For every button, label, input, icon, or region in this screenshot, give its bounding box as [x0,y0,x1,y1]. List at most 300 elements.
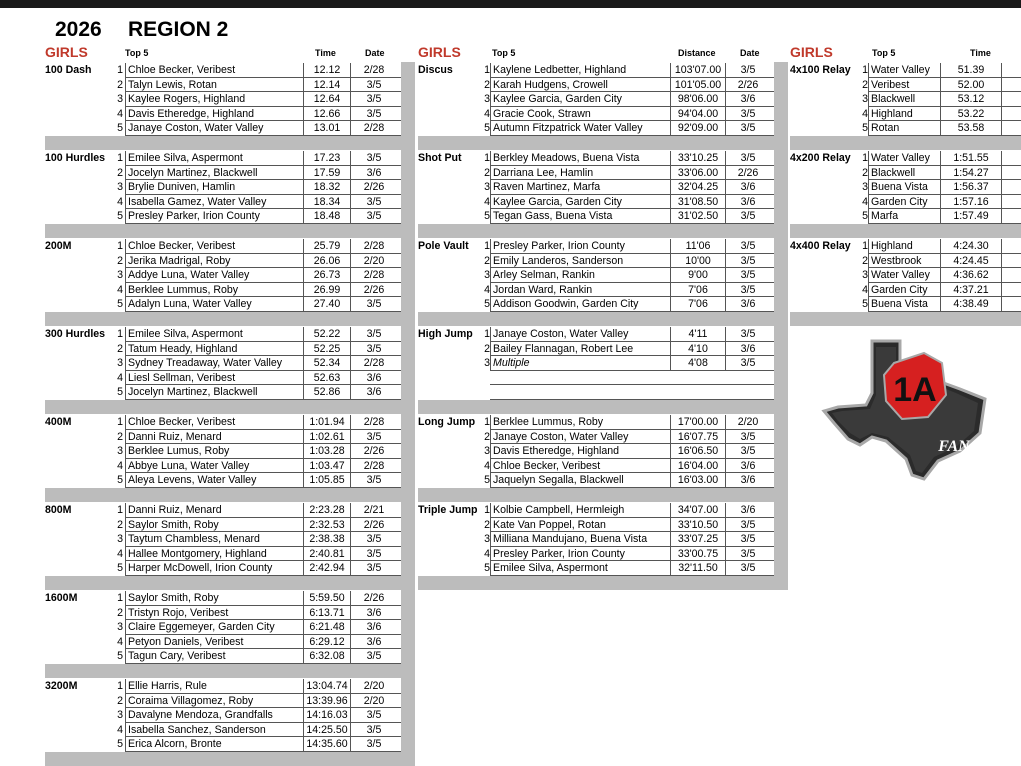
athlete-name: Buena Vista [868,180,967,195]
rank: 5 [117,210,123,223]
mark-value: 16'03.00 [670,473,726,488]
result-row [45,708,415,723]
result-row [418,473,788,488]
date-value: 3/6 [366,621,382,634]
athlete-name: Coraima Villagomez, Roby [125,694,308,709]
mark-value: 4'10 [670,342,726,357]
result-row [45,195,415,210]
section-separator [45,752,415,766]
date-value: 3/5 [740,152,756,164]
mark-value: 12.66 [303,107,351,122]
date-value: 3/5 [366,210,382,223]
result-row [790,297,1021,312]
result-row [45,459,415,474]
mark-value: 12.14 [303,78,351,93]
result-row [418,430,788,445]
event-name: 400M [45,416,72,428]
rank: 2 [117,694,123,707]
result-row [418,78,788,93]
event-name: 200M [45,240,72,252]
date-header: Date [740,48,760,58]
event-name: 100 Hurdles [45,152,106,164]
athlete-name: Water Valley [868,268,967,283]
rank: 2 [484,430,490,443]
result-row [418,151,788,166]
result-row [418,195,788,210]
results-column-1 [45,44,415,766]
mark-value: 52.63 [303,371,351,386]
result-row [45,723,415,738]
athlete-name: Saylor Smith, Roby [125,591,308,606]
mark-value: 5:59.50 [303,591,351,606]
date-value: 2/28 [363,64,385,76]
athlete-name: Kaylee Rogers, Highland [125,92,308,107]
athlete-name: Jordan Ward, Rankin [490,283,673,298]
athlete-name: Milliana Mandujano, Buena Vista [490,532,673,547]
date-value: 2/26 [363,283,385,296]
rank: 2 [862,166,868,179]
rank: 3 [117,93,123,106]
date-value: 3/5 [740,64,756,76]
result-row [45,679,415,694]
date-value: 3/5 [366,723,382,736]
athlete-name: Highland [868,107,967,122]
section-separator [418,136,788,150]
result-row [790,121,1021,136]
result-row [45,547,415,562]
mark-value: 1:03.47 [303,459,351,474]
athlete-name: Brylie Duniven, Hamlin [125,180,308,195]
rank: 1 [484,152,490,164]
event-name: Long Jump [418,416,476,428]
date-value: 3/5 [366,342,382,355]
athlete-name: Emilee Silva, Aspermont [125,151,308,166]
result-row [45,518,415,533]
athlete-name: Jerika Madrigal, Roby [125,254,308,269]
rank: 3 [862,93,868,106]
rank: 4 [117,459,123,472]
athlete-name: Davis Etheredge, Highland [490,444,673,459]
mark-value: 33'07.25 [670,532,726,547]
event-name: High Jump [418,328,473,340]
mark-value: 31'02.50 [670,209,726,224]
rank: 1 [117,240,123,252]
date-value: 3/5 [366,195,382,208]
rank: 3 [117,269,123,282]
mark-value: 1:56.37 [940,180,1002,195]
mark-value: 26.99 [303,283,351,298]
mark-value: 17.23 [303,151,351,166]
date-value: 2/26 [363,445,385,458]
date-value: 3/5 [740,122,756,135]
section-separator [45,312,415,326]
rank: 5 [117,738,123,751]
mark-value: 53.12 [940,92,1002,107]
rank: 5 [117,474,123,487]
athlete-name: Emily Landeros, Sanderson [490,254,673,269]
result-row [45,694,415,709]
date-value: 3/6 [366,386,382,399]
athlete-name: Tegan Gass, Buena Vista [490,209,673,224]
rank: 1 [862,152,868,164]
mark-value: 9'00 [670,268,726,283]
result-row [790,107,1021,122]
event-name: 4x100 Relay [790,64,851,76]
event-name: Pole Vault [418,240,469,252]
rank: 1 [484,328,490,340]
athlete-name: Emilee Silva, Aspermont [125,327,308,342]
rank: 4 [117,371,123,384]
result-row [45,430,415,445]
athlete-name: Janaye Coston, Water Valley [490,327,673,342]
rank: 5 [117,650,123,663]
result-row [418,166,788,181]
result-row [45,591,415,606]
rank: 2 [862,78,868,91]
athlete-name: Kaylene Ledbetter, Highland [490,63,673,78]
result-row [45,78,415,93]
rank: 2 [484,342,490,355]
rank: 2 [117,342,123,355]
rank: 5 [862,298,868,311]
date-value: 3/6 [740,93,756,106]
date-value: 3/5 [740,210,756,223]
athlete-name: Janaye Coston, Water Valley [490,430,673,445]
mark-value: 16'06.50 [670,444,726,459]
mark-value: 26.06 [303,254,351,269]
result-row [418,371,788,386]
result-row [418,385,788,400]
result-row [418,283,788,298]
result-row [418,342,788,357]
rank: 1 [117,504,123,516]
section-separator [418,400,788,414]
date-value: 3/5 [366,533,382,546]
event-block [45,150,415,238]
mark-value: 17'00.00 [670,415,726,430]
mark-value: 52.25 [303,342,351,357]
rank: 1 [862,240,868,252]
athlete-name: Kaylee Garcia, Garden City [490,92,673,107]
rank: 5 [117,122,123,135]
result-row [45,166,415,181]
athlete-name: Marfa [868,209,967,224]
mark-value: 4:36.62 [940,268,1002,283]
result-row [418,503,788,518]
rank: 1 [117,592,123,604]
result-row [45,635,415,650]
result-row [45,415,415,430]
athlete-name: Garden City [868,195,967,210]
rank: 1 [484,64,490,76]
date-value: 3/6 [740,474,756,487]
rank: 5 [117,298,123,311]
athlete-name: Kate Van Poppel, Rotan [490,518,673,533]
date-value: 2/26 [363,518,385,531]
event-block [418,238,788,326]
mark-value: 4'08 [670,356,726,371]
date-value: 3/5 [366,298,382,311]
result-row [45,473,415,488]
result-row [418,356,788,371]
rank: 2 [117,518,123,531]
date-value: 3/6 [366,635,382,648]
athlete-name: Autumn Fitzpatrick Water Valley [490,121,673,136]
event-block [45,590,415,678]
rank: 1 [484,240,490,252]
result-row [418,92,788,107]
mark-value: 11'06 [670,239,726,254]
event-block [418,326,788,414]
rank: 3 [862,181,868,194]
rank: 5 [484,210,490,223]
result-row [45,254,415,269]
section-separator [45,576,415,590]
result-row [45,268,415,283]
rank: 5 [862,122,868,135]
date-value: 2/28 [363,122,385,135]
rank: 1 [484,416,490,428]
page-year: 2026 [55,18,102,41]
mark-value: 1:01.94 [303,415,351,430]
result-row [45,180,415,195]
athlete-name: Arley Selman, Rankin [490,268,673,283]
rank: 2 [117,78,123,91]
result-row [790,92,1021,107]
athlete-name: Hallee Montgomery, Highland [125,547,308,562]
mark-value: 7'06 [670,297,726,312]
result-row [790,209,1021,224]
event-name: Shot Put [418,152,462,164]
date-value: 2/28 [363,357,385,370]
athlete-name: Chloe Becker, Veribest [490,459,673,474]
date-value: 3/5 [740,533,756,546]
athlete-name: Petyon Daniels, Veribest [125,635,308,650]
column-shade [401,62,415,766]
mark-value: 10'00 [670,254,726,269]
section-separator [790,224,1021,238]
rank: 2 [117,606,123,619]
mark-value: 12.12 [303,63,351,78]
date-value: 3/5 [740,518,756,531]
event-name: 300 Hurdles [45,328,106,340]
athlete-name: Saylor Smith, Roby [125,518,308,533]
column-header [45,44,415,62]
date-value: 3/6 [740,181,756,194]
mark-value: 2:42.94 [303,561,351,576]
mark-value: 52.86 [303,385,351,400]
mark-value: 6:29.12 [303,635,351,650]
result-row [418,459,788,474]
mark-value: 101'05.00 [670,78,726,93]
athlete-name: Tristyn Rojo, Veribest [125,606,308,621]
result-row [790,239,1021,254]
mark-value: 52.22 [303,327,351,342]
event-block [418,62,788,150]
rank: 3 [117,533,123,546]
result-row [418,121,788,136]
mark-value: 6:21.48 [303,620,351,635]
rank: 2 [862,254,868,267]
column-header [790,44,1021,62]
date-value: 3/6 [366,166,382,179]
date-value: 2/28 [363,459,385,472]
athlete-name: Addison Goodwin, Garden City [490,297,673,312]
athlete-name: Water Valley [868,151,967,166]
mark-value: 52.34 [303,356,351,371]
result-row [418,63,788,78]
event-block [45,502,415,590]
athlete-name: Sydney Treadaway, Water Valley [125,356,308,371]
event-block [418,502,788,590]
mark-value: 18.34 [303,195,351,210]
rank: 5 [117,562,123,575]
column-header [418,44,788,62]
result-row [45,356,415,371]
athlete-name: Talyn Lewis, Rotan [125,78,308,93]
rank: 5 [484,122,490,135]
rank: 5 [117,386,123,399]
mark-value: 32'11.50 [670,561,726,576]
date-value: 3/6 [740,342,756,355]
result-row [790,180,1021,195]
result-row [790,268,1021,283]
date-value: 3/5 [366,474,382,487]
result-row [45,444,415,459]
athlete-name: Kolbie Campbell, Hermleigh [490,503,673,518]
rank: 3 [862,269,868,282]
event-block [45,414,415,502]
athlete-name: Chloe Becker, Veribest [125,63,308,78]
mark-value: 13:39.96 [303,694,351,709]
date-value: 3/5 [740,107,756,120]
mark-value: 13:04.74 [303,679,351,694]
mark-value: 16'07.75 [670,430,726,445]
mark-value: 103'07.00 [670,63,726,78]
date-value: 3/5 [366,738,382,751]
mark-value: 27.40 [303,297,351,312]
athlete-name: Jocelyn Martinez, Blackwell [125,385,308,400]
mark-value: 52.00 [940,78,1002,93]
date-value: 3/5 [366,107,382,120]
date-value: 2/20 [363,694,385,707]
rank: 4 [117,723,123,736]
rank: 1 [862,64,868,76]
date-value: 3/5 [740,430,756,443]
athlete-name: Veribest [868,78,967,93]
mark-value: 2:32.53 [303,518,351,533]
mark-value: 2:23.28 [303,503,351,518]
date-value: 2/26 [363,181,385,194]
athlete-name: Claire Eggemeyer, Garden City [125,620,308,635]
event-block [418,150,788,238]
date-value: 3/5 [740,445,756,458]
athlete-name: Highland [868,239,967,254]
rank: 2 [117,166,123,179]
rank: 4 [862,107,868,120]
mark-value: 34'07.00 [670,503,726,518]
date-value: 3/5 [740,269,756,282]
athlete-name: Abbye Luna, Water Valley [125,459,308,474]
athlete-name: Multiple [490,356,673,371]
rank: 1 [117,416,123,428]
date-value: 2/28 [363,269,385,282]
mark-value: 53.22 [940,107,1002,122]
rank: 3 [117,445,123,458]
rank: 4 [484,195,490,208]
athlete-name: Harper McDowell, Irion County [125,561,308,576]
rank: 5 [484,562,490,575]
mark-value: 16'04.00 [670,459,726,474]
rank: 3 [484,445,490,458]
rank: 4 [117,107,123,120]
athlete-name: Berklee Lumus, Roby [125,444,308,459]
result-row [790,195,1021,210]
result-row [45,503,415,518]
rank: 5 [484,298,490,311]
event-name: 4x200 Relay [790,152,851,164]
event-name: Discus [418,64,453,76]
result-row [45,620,415,635]
date-value: 3/6 [366,606,382,619]
mark-value: 32'04.25 [670,180,726,195]
athlete-name: Danni Ruiz, Menard [125,430,308,445]
girls-label: GIRLS [45,44,88,60]
column-shade [774,62,788,590]
athlete-name: Davis Etheredge, Highland [125,107,308,122]
athlete-name: Berkley Meadows, Buena Vista [490,151,673,166]
rank: 4 [862,283,868,296]
rank: 4 [117,195,123,208]
athlete-name: Water Valley [868,63,967,78]
date-value: 2/28 [363,240,385,252]
logo-fan-text: FAN [938,438,970,455]
rank: 1 [484,504,490,516]
athlete-name: Ellie Harris, Rule [125,679,308,694]
date-value: 2/26 [737,166,759,179]
section-separator [418,488,788,502]
result-row [45,151,415,166]
date-value: 3/5 [366,328,382,340]
result-row [418,268,788,283]
result-row [45,283,415,298]
result-row [790,78,1021,93]
girls-label: GIRLS [418,44,461,60]
logo-1a-text: 1A [893,371,937,409]
mark-value: 1:51.55 [940,151,1002,166]
event-name: 100 Dash [45,64,92,76]
result-row [45,327,415,342]
athlete-name: Berklee Lummus, Roby [490,415,673,430]
result-row [45,737,415,752]
rank: 5 [484,474,490,487]
athlete-name: Blackwell [868,92,967,107]
rank: 1 [117,680,123,692]
athlete-name: Presley Parker, Irion County [490,547,673,562]
result-row [418,518,788,533]
rank: 3 [484,269,490,282]
date-value: 2/26 [737,78,759,91]
mark-value: 12.64 [303,92,351,107]
athlete-name: Isabella Sanchez, Sanderson [125,723,308,738]
rank: 2 [117,430,123,443]
date-value: 2/20 [363,680,385,692]
date-value: 2/20 [363,254,385,267]
result-row [418,444,788,459]
athlete-name: Jocelyn Martinez, Blackwell [125,166,308,181]
event-block [45,678,415,766]
rank: 2 [117,254,123,267]
